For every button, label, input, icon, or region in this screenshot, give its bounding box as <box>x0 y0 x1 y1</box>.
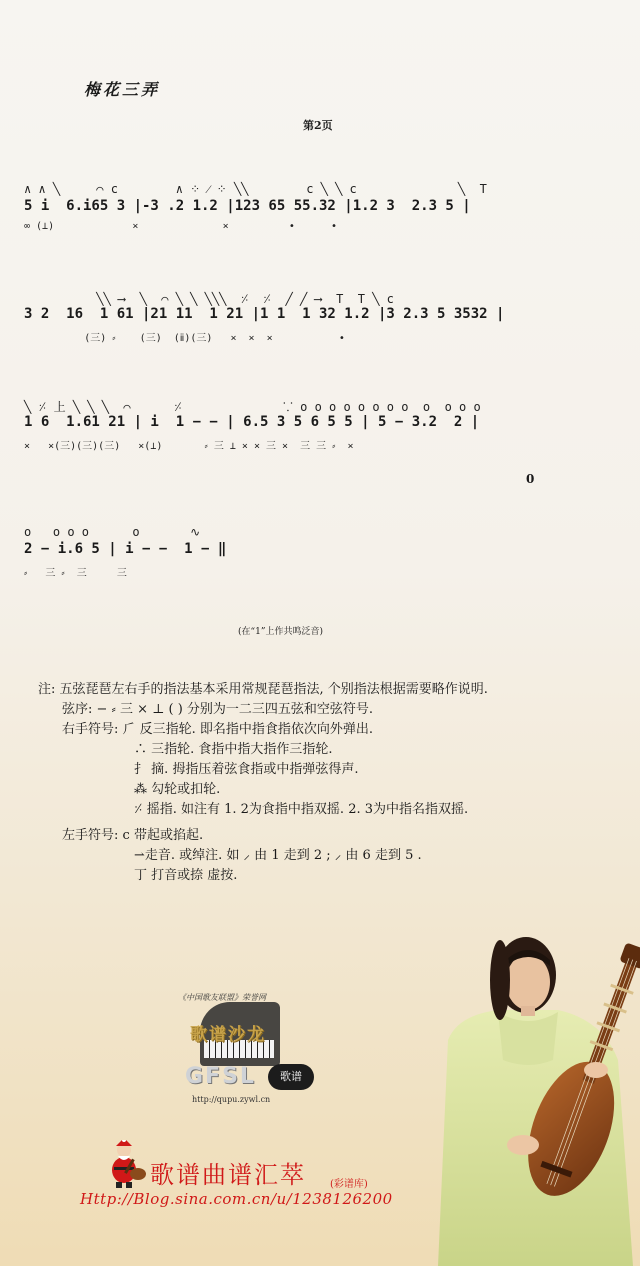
left-hand-item: 丁 打音或捺 虚按. <box>134 868 238 883</box>
logo-caption: 《中国歌友联盟》荣誉网 <box>178 993 266 1002</box>
right-hand-label: 右手符号: <box>62 722 119 737</box>
right-hand-item: ⺁ 反三指轮. 即名指中指食指依次向外弹出. <box>122 722 374 737</box>
jianpu-notes: 2 − i.6 5 | i − − 1 − ‖ <box>24 541 227 557</box>
right-hand-item: ⁂ 勾轮或扣轮. <box>134 782 221 797</box>
right-hand-item: ⸓ 摇指. 如注有 1. 2为食指中指双摇. 2. 3为中指名指双摇. <box>134 802 469 817</box>
left-hand-label: 左手符号: <box>62 828 119 843</box>
footer-title: 歌谱曲谱汇萃 <box>150 1161 306 1189</box>
logo-badge: 歌谱 <box>268 1064 314 1090</box>
logo-gfsl: GFSL <box>185 1064 256 1089</box>
fingering-marks: × ×(三)(三)(三) ×(⊥) ⸗ 三 ⊥ × × 三 × 三 三 ⸗ × <box>24 441 354 452</box>
technique-marks: ╲ ⸓ 上 ╲ ╲ ╲ ⌒ ⸓ ⸪ o o o o o o o o o o o o <box>24 400 481 414</box>
jianpu-notes: 5 i 6.i65 3 |-3 .2 1.2 |123 65 55.32 |1.2 3 2.3 5 | <box>24 198 471 214</box>
fingering-marks: ⸗ 三 ⸗ 三 三 <box>24 568 127 579</box>
fingering-notes <box>38 680 628 886</box>
fingering-marks: ∞ (⊥) × × • • <box>24 221 338 232</box>
right-hand-item: ∴ 三指轮. 食指中指大指作三指轮. <box>134 742 333 757</box>
technique-marks: ∧ ∧ ╲ ⌒ c ∧ ⁘ ⁄ ⁘ ╲╲ c ╲ ╲ c ╲ T <box>24 182 487 196</box>
left-hand-item: ⇀走音. 或绰注. 如 ⸝ 由 1 走到 2 ; ⸝ 由 6 走到 5 . <box>134 848 422 863</box>
score-line-4 <box>24 525 624 578</box>
score-title: 梅花三弄 <box>84 80 161 99</box>
pipa-player-image <box>428 920 640 1266</box>
jianpu-notes: 3 2 16 1 61 |21 11 1 21 |1 1 1 32 1.2 |3 2.3 5 3532 | <box>24 306 505 322</box>
jianpu-notes: 1 6 1.61 21 | i 1 − − | 6.5 3 5 6 5 5 | 5 − 3.2 2 | <box>24 414 480 430</box>
footer-subtitle: (彩谱库) <box>330 1179 368 1190</box>
score-line-1 <box>24 182 624 235</box>
score-extra-zero: 0 <box>526 472 535 486</box>
fingering-marks: (三) ⸗ (三) (ⅱ)(三) × × × • <box>24 333 345 344</box>
score-line-2 <box>24 290 624 343</box>
technique-marks: o o o o o ∿ <box>24 525 201 539</box>
score-line-3 <box>24 398 624 451</box>
santa-guitar-icon <box>104 1140 148 1190</box>
logo-chinese-text: 歌谱沙龙 <box>190 1025 266 1045</box>
technique-marks: ╲╲ ⟶ ╲ ⌒ ╲ ╲ ╲╲╲ ⸓ ⸓ ╱ ╱ ⟶ T T ╲ c <box>24 292 394 306</box>
notes-strings: 弦序: − ⸗ 三 × ⊥ ( ) 分别为一二三四五弦和空弦符号. <box>62 702 374 717</box>
page-number: 第2页 <box>303 119 333 132</box>
notes-intro: 注: 五弦琵琶左右手的指法基本采用常规琵琶指法, 个别指法根据需要略作说明. <box>38 682 488 697</box>
score-caption: (在“1”上作共鸣泛音) <box>238 627 323 637</box>
footer-url[interactable]: Http://Blog.sina.com.cn/u/1238126200 <box>80 1190 393 1208</box>
right-hand-item: 扌 摘. 拇指压着弦食指或中指弹弦得声. <box>134 762 359 777</box>
logo-url[interactable]: http://qupu.zywl.cn <box>192 1095 271 1104</box>
left-hand-item: c 带起或掐起. <box>122 828 204 843</box>
